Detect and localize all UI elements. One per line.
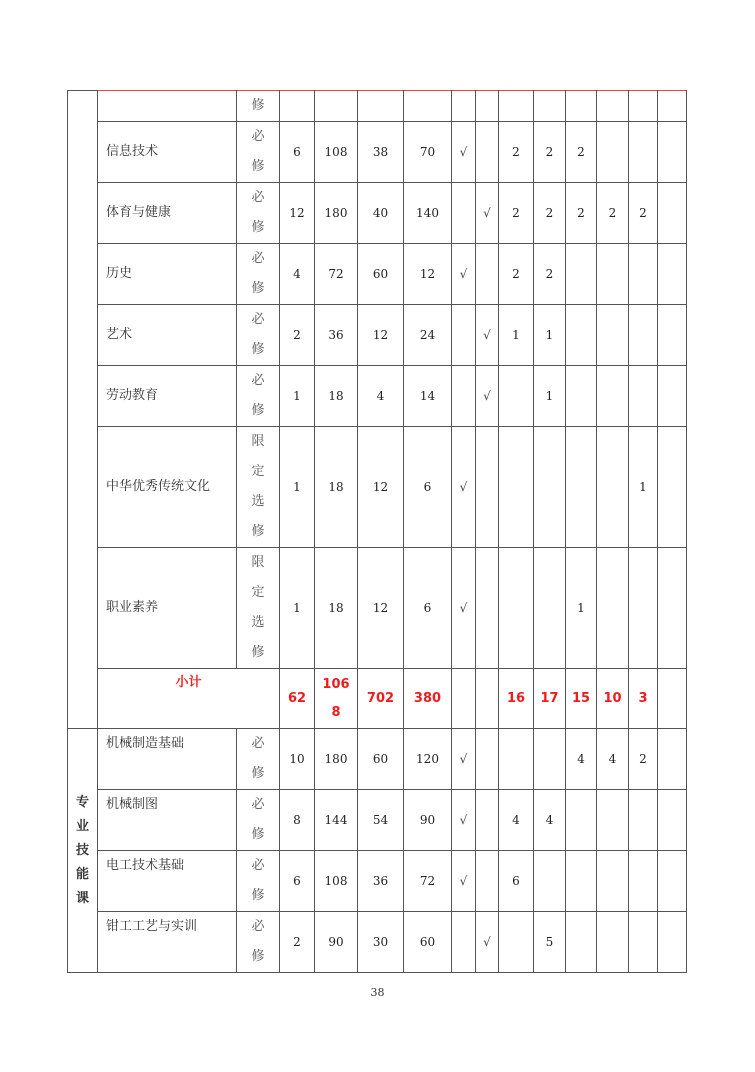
semester-1: 2 (499, 183, 534, 244)
table-row (68, 729, 687, 790)
practice-hours: 70 (404, 122, 452, 183)
category-cell-general (68, 91, 98, 729)
semester-2: 5 (534, 912, 566, 973)
semester-6 (658, 366, 687, 427)
theory-hours: 12 (358, 427, 404, 548)
table-row-continued (68, 91, 687, 122)
table-row (68, 912, 687, 973)
theory-hours: 38 (358, 122, 404, 183)
semester-2 (534, 548, 566, 669)
table-row (68, 122, 687, 183)
total-hours: 36 (315, 305, 358, 366)
semester-4 (597, 244, 629, 305)
semester-6 (658, 427, 687, 548)
semester-6 (658, 548, 687, 669)
course-type: 必 修 (237, 790, 280, 851)
semester-4: 2 (597, 183, 629, 244)
subtotal-label: 小计 (98, 669, 280, 729)
subtotal-exam (452, 669, 476, 729)
exam-check (452, 912, 476, 973)
semester-5 (629, 305, 658, 366)
semester-2 (534, 729, 566, 790)
exam-check (452, 366, 476, 427)
subtotal-semester-1: 16 (499, 669, 534, 729)
exam-check (452, 305, 476, 366)
practice-hours: 72 (404, 851, 452, 912)
theory-hours: 30 (358, 912, 404, 973)
cell (358, 91, 404, 122)
subtotal-semester-6 (658, 669, 687, 729)
theory-hours: 54 (358, 790, 404, 851)
subtotal-semester-3: 15 (566, 669, 597, 729)
assess-check (476, 244, 499, 305)
total-hours: 180 (315, 183, 358, 244)
table-row (68, 851, 687, 912)
credits: 1 (280, 427, 315, 548)
cell (452, 91, 476, 122)
semester-3 (566, 851, 597, 912)
assess-check (476, 729, 499, 790)
semester-5 (629, 548, 658, 669)
total-hours: 108 (315, 122, 358, 183)
theory-hours: 12 (358, 305, 404, 366)
semester-5: 2 (629, 183, 658, 244)
course-type: 必 修 (237, 366, 280, 427)
semester-1: 2 (499, 122, 534, 183)
course-name: 机械制图 (98, 790, 237, 851)
semester-6 (658, 851, 687, 912)
credits: 1 (280, 366, 315, 427)
semester-4 (597, 366, 629, 427)
cell (499, 91, 534, 122)
exam-check (452, 183, 476, 244)
semester-1: 6 (499, 851, 534, 912)
course-name: 信息技术 (98, 122, 237, 183)
theory-hours: 60 (358, 729, 404, 790)
theory-hours: 40 (358, 183, 404, 244)
subtotal-semester-4: 10 (597, 669, 629, 729)
practice-hours: 6 (404, 427, 452, 548)
theory-hours: 4 (358, 366, 404, 427)
course-type: 必 修 (237, 851, 280, 912)
cell (629, 91, 658, 122)
subtotal-total-hours: 106 8 (315, 669, 358, 729)
theory-hours: 36 (358, 851, 404, 912)
semester-6 (658, 912, 687, 973)
semester-5: 2 (629, 729, 658, 790)
table-row (68, 183, 687, 244)
semester-3: 2 (566, 183, 597, 244)
practice-hours: 120 (404, 729, 452, 790)
semester-3: 1 (566, 548, 597, 669)
exam-check: √ (452, 851, 476, 912)
credits: 12 (280, 183, 315, 244)
semester-5 (629, 912, 658, 973)
semester-3 (566, 790, 597, 851)
practice-hours: 24 (404, 305, 452, 366)
credits: 6 (280, 122, 315, 183)
semester-1 (499, 427, 534, 548)
course-type: 必 修 (237, 912, 280, 973)
credits: 4 (280, 244, 315, 305)
total-hours: 90 (315, 912, 358, 973)
course-type: 必 修 (237, 305, 280, 366)
table-body (68, 91, 687, 973)
semester-6 (658, 183, 687, 244)
semester-1: 1 (499, 305, 534, 366)
cell (597, 91, 629, 122)
semester-6 (658, 790, 687, 851)
semester-3 (566, 912, 597, 973)
semester-1 (499, 912, 534, 973)
exam-check: √ (452, 548, 476, 669)
semester-1 (499, 366, 534, 427)
table-row (68, 548, 687, 669)
semester-1: 2 (499, 244, 534, 305)
total-hours: 18 (315, 366, 358, 427)
semester-5 (629, 366, 658, 427)
semester-5 (629, 790, 658, 851)
cell (476, 91, 499, 122)
credits: 8 (280, 790, 315, 851)
course-type: 必 修 (237, 729, 280, 790)
cell (315, 91, 358, 122)
course-name: 电工技术基础 (98, 851, 237, 912)
cell (566, 91, 597, 122)
course-name: 历史 (98, 244, 237, 305)
assess-check (476, 122, 499, 183)
course-type: 必 修 (237, 183, 280, 244)
semester-4 (597, 427, 629, 548)
semester-2: 2 (534, 244, 566, 305)
course-name: 中华优秀传统文化 (98, 427, 237, 548)
semester-6 (658, 729, 687, 790)
course-type: 必 修 (237, 244, 280, 305)
assess-check: √ (476, 305, 499, 366)
assess-check: √ (476, 912, 499, 973)
course-schedule-table (67, 90, 687, 973)
subtotal-theory: 702 (358, 669, 404, 729)
cell (534, 91, 566, 122)
assess-check: √ (476, 366, 499, 427)
assess-check (476, 427, 499, 548)
semester-3 (566, 305, 597, 366)
practice-hours: 6 (404, 548, 452, 669)
course-name: 劳动教育 (98, 366, 237, 427)
semester-5 (629, 122, 658, 183)
total-hours: 108 (315, 851, 358, 912)
semester-2 (534, 851, 566, 912)
page-number: 38 (370, 986, 385, 999)
course-name-cell (98, 91, 237, 122)
course-type: 限 定 选 修 (237, 427, 280, 548)
exam-check: √ (452, 427, 476, 548)
subtotal-row (68, 669, 687, 729)
semester-1 (499, 548, 534, 669)
semester-5: 1 (629, 427, 658, 548)
total-hours: 180 (315, 729, 358, 790)
course-name: 职业素养 (98, 548, 237, 669)
table-row (68, 366, 687, 427)
course-type: 限 定 选 修 (237, 548, 280, 669)
course-name: 机械制造基础 (98, 729, 237, 790)
semester-6 (658, 122, 687, 183)
course-type: 必 修 (237, 122, 280, 183)
assess-check (476, 851, 499, 912)
semester-4 (597, 851, 629, 912)
total-hours: 18 (315, 427, 358, 548)
semester-4 (597, 790, 629, 851)
semester-3 (566, 366, 597, 427)
practice-hours: 140 (404, 183, 452, 244)
course-type-cell (237, 91, 280, 122)
semester-3: 2 (566, 122, 597, 183)
theory-hours: 12 (358, 548, 404, 669)
semester-4 (597, 548, 629, 669)
semester-4 (597, 912, 629, 973)
practice-hours: 90 (404, 790, 452, 851)
table-row (68, 790, 687, 851)
semester-2: 1 (534, 366, 566, 427)
credits: 2 (280, 305, 315, 366)
table-row (68, 305, 687, 366)
semester-2: 1 (534, 305, 566, 366)
semester-4 (597, 305, 629, 366)
semester-6 (658, 244, 687, 305)
credits: 10 (280, 729, 315, 790)
semester-4 (597, 122, 629, 183)
total-hours: 18 (315, 548, 358, 669)
semester-5 (629, 244, 658, 305)
course-name: 体育与健康 (98, 183, 237, 244)
semester-2: 2 (534, 122, 566, 183)
subtotal-credits: 62 (280, 669, 315, 729)
semester-5 (629, 851, 658, 912)
credits: 6 (280, 851, 315, 912)
semester-2 (534, 427, 566, 548)
subtotal-assess (476, 669, 499, 729)
table-row (68, 427, 687, 548)
semester-6 (658, 305, 687, 366)
subtotal-semester-5: 3 (629, 669, 658, 729)
course-name: 艺术 (98, 305, 237, 366)
semester-2: 2 (534, 183, 566, 244)
course-type-text: 修 (251, 98, 265, 113)
semester-3 (566, 427, 597, 548)
total-hours: 72 (315, 244, 358, 305)
semester-3: 4 (566, 729, 597, 790)
assess-check (476, 548, 499, 669)
semester-1: 4 (499, 790, 534, 851)
theory-hours: 60 (358, 244, 404, 305)
assess-check: √ (476, 183, 499, 244)
practice-hours: 14 (404, 366, 452, 427)
exam-check: √ (452, 122, 476, 183)
semester-4: 4 (597, 729, 629, 790)
table-row (68, 244, 687, 305)
credits: 1 (280, 548, 315, 669)
total-hours: 144 (315, 790, 358, 851)
course-name: 钳工工艺与实训 (98, 912, 237, 973)
exam-check: √ (452, 729, 476, 790)
assess-check (476, 790, 499, 851)
semester-3 (566, 244, 597, 305)
cell (280, 91, 315, 122)
exam-check: √ (452, 244, 476, 305)
credits: 2 (280, 912, 315, 973)
exam-check: √ (452, 790, 476, 851)
subtotal-practice: 380 (404, 669, 452, 729)
subtotal-semester-2: 17 (534, 669, 566, 729)
practice-hours: 12 (404, 244, 452, 305)
cell (404, 91, 452, 122)
semester-1 (499, 729, 534, 790)
semester-2: 4 (534, 790, 566, 851)
category-cell-professional: 专 业 技 能 课 (68, 729, 98, 973)
cell (658, 91, 687, 122)
practice-hours: 60 (404, 912, 452, 973)
